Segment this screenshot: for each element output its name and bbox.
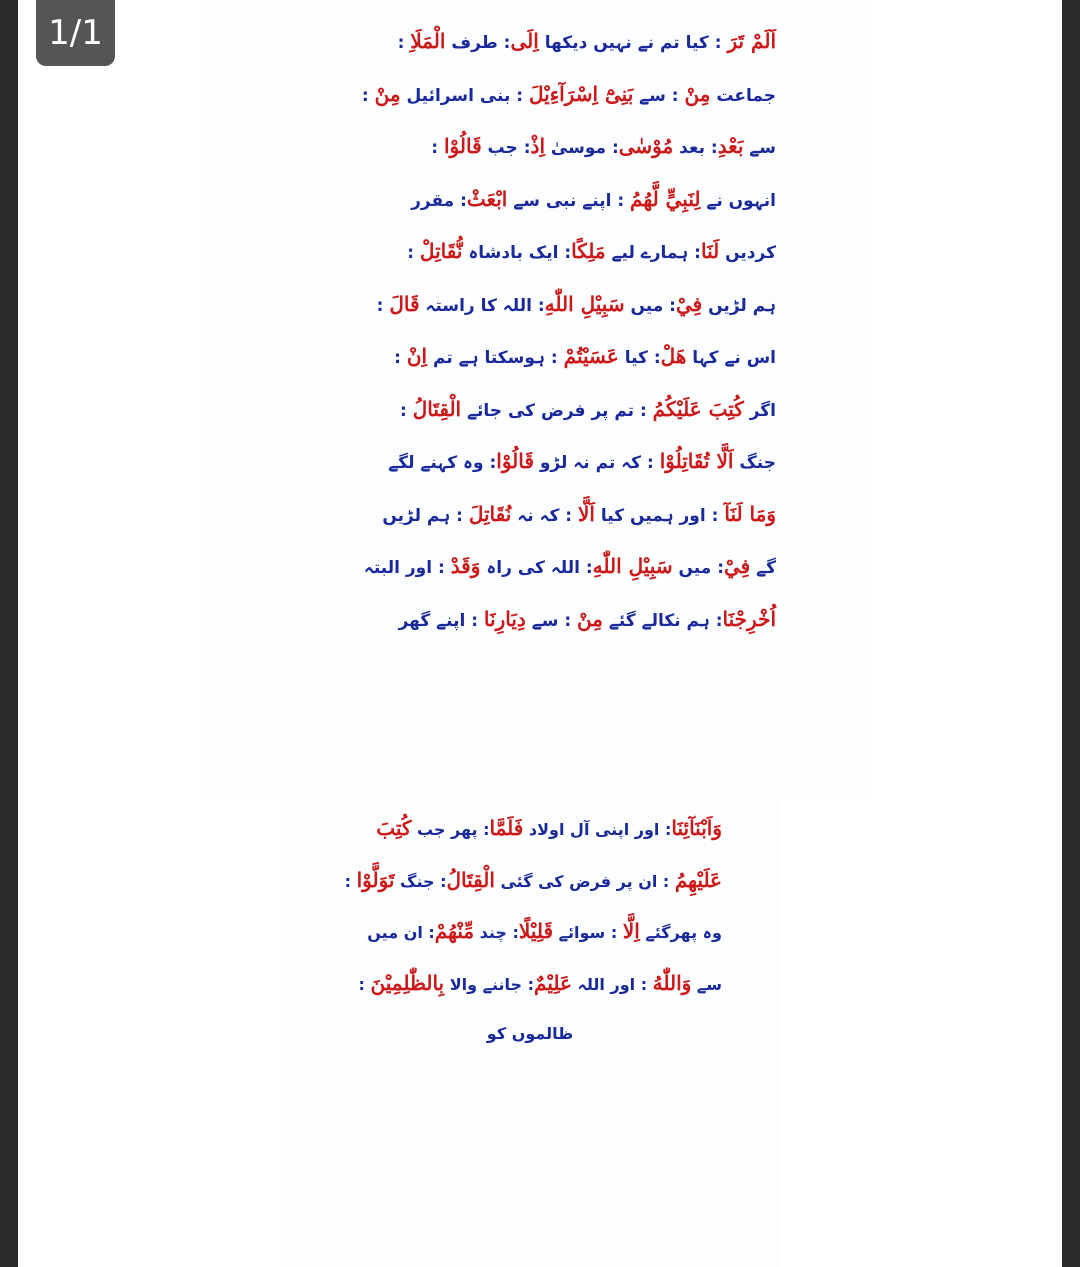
urdu-meaning: : سے (633, 85, 685, 106)
urdu-meaning: : ایک بادشاہ (462, 243, 572, 263)
translation-line (280, 802, 780, 854)
arabic-word: وَاَبْنَآئِنَا (671, 816, 722, 840)
arabic-word: لَنَا (700, 239, 720, 263)
translation-line (200, 488, 870, 540)
translation-line (200, 225, 870, 277)
arabic-word: قَالُوْا (444, 134, 482, 158)
arabic-word: وَاللّٰهُ (652, 970, 692, 995)
urdu-meaning: کردیں (719, 243, 776, 263)
urdu-meaning: : سے (525, 610, 578, 631)
urdu-meaning: : ان پر فرض کی گئی (494, 871, 675, 891)
arabic-word: نُقَاتِلَ (468, 501, 512, 526)
urdu-meaning: : اللہ کا راستہ (419, 295, 545, 316)
arabic-word: اَلَّا (577, 501, 595, 526)
arabic-word: تَوَلَّوْا (356, 867, 395, 892)
arabic-word: اَلَّا تُقَاتِلُوْا (659, 449, 734, 473)
arabic-word: مِّنْهُمْ (434, 919, 475, 943)
urdu-meaning: : جاننے والا (444, 974, 535, 994)
arabic-word: الْقِتَالُ (412, 396, 462, 421)
arabic-word: الْقِتَالُ (446, 867, 495, 892)
right-edge (1062, 0, 1080, 1267)
translation-line (280, 957, 780, 1009)
translation-block-1 (200, 0, 870, 800)
urdu-meaning: سے (743, 138, 776, 158)
arabic-word: اُخْرِجْنَا (722, 606, 776, 631)
arabic-word: الْمَلَاِ (410, 29, 446, 53)
arabic-word: لِنَبِيٍّ لَّهُمُ (630, 186, 701, 211)
translation-line (200, 330, 870, 382)
urdu-meaning: : اور اللہ (571, 974, 653, 994)
urdu-meaning: جنگ (733, 453, 776, 473)
arabic-word: اِلَى (510, 29, 539, 53)
urdu-meaning: : (397, 33, 411, 53)
urdu-meaning: : چند (474, 923, 519, 942)
arabic-word: نُّقَاتِلْ (419, 239, 463, 263)
urdu-meaning: انہوں نے (700, 190, 776, 211)
urdu-meaning: جماعت (710, 85, 776, 106)
urdu-meaning: : پھر جب (411, 820, 490, 839)
arabic-word: فِيْ (724, 554, 751, 578)
urdu-meaning: : وہ کہنے لگے (388, 453, 497, 473)
arabic-word: مِنْ (577, 606, 603, 631)
urdu-meaning: : (361, 85, 375, 106)
translation-line (200, 278, 870, 330)
translation-line (280, 905, 780, 957)
urdu-meaning: : (394, 348, 407, 368)
page-indicator: 1/1 (36, 0, 115, 66)
arabic-word: فَلَمَّا (489, 816, 524, 840)
arabic-word: اِلَّا (622, 919, 640, 943)
arabic-word: قَالُوْا (496, 449, 534, 473)
urdu-meaning: سے (691, 974, 722, 994)
arabic-word: سَبِيْلِ اللّٰهِ (544, 291, 625, 316)
urdu-meaning: وہ پھرگئے (639, 923, 722, 942)
translation-line (200, 383, 870, 435)
arabic-word: مِنْ (374, 81, 401, 106)
urdu-meaning: : اللہ کی راہ (480, 558, 593, 578)
arabic-word: هَلْ (660, 344, 687, 368)
arabic-word: قَلِيْلًا (518, 919, 554, 943)
left-edge (0, 0, 18, 1267)
urdu-meaning: : کیا تم نے نہیں دیکھا (538, 33, 728, 53)
urdu-meaning: : کہ نہ (511, 505, 578, 526)
translation-line (200, 540, 870, 592)
urdu-meaning: : جنگ (394, 871, 447, 891)
urdu-meaning: : کہ تم نہ لڑو (533, 453, 660, 473)
arabic-word: مُوْسٰى (618, 134, 674, 158)
translation-block-2 (280, 800, 780, 1267)
urdu-meaning: : اپنے گھر (398, 610, 484, 631)
urdu-meaning: گے (750, 558, 776, 578)
arabic-word: بَعْدِ (717, 134, 744, 158)
urdu-meaning: : موسیٰ (545, 138, 619, 158)
translation-line (280, 854, 780, 906)
urdu-meaning: : ان میں (367, 923, 435, 942)
urdu-meaning: : (358, 974, 371, 994)
translation-line (200, 68, 870, 120)
arabic-word: عَسَيْتُمْ (563, 344, 619, 368)
urdu-meaning: : اور البتہ (363, 558, 451, 578)
arabic-word: بِالظّٰلِمِيْنَ (370, 970, 445, 995)
urdu-meaning: : بنی اسرائیل (400, 85, 529, 106)
urdu-meaning: : (431, 138, 444, 158)
urdu-meaning: : سوائے (553, 923, 623, 942)
arabic-word: اَلَمْ تَرَ (727, 29, 776, 53)
arabic-word: مِنْ (684, 81, 711, 106)
urdu-meaning: اگر (743, 400, 776, 421)
urdu-meaning: : میں (624, 295, 676, 316)
arabic-word: مَلِكًا (571, 239, 606, 263)
arabic-word: عَلِيْمٌ (534, 970, 572, 995)
urdu-meaning: : (376, 295, 390, 316)
arabic-word: وَقَدْ (450, 554, 481, 578)
translation-line (200, 173, 870, 225)
urdu-meaning: ظالموں کو (486, 1024, 574, 1043)
urdu-meaning: : ہم نکالے گئے (602, 610, 723, 631)
urdu-meaning: : اپنے نبی سے (507, 190, 631, 211)
urdu-meaning: : ہم لڑیں (382, 505, 469, 526)
translation-line (200, 593, 870, 645)
urdu-meaning: : (344, 871, 357, 891)
arabic-word: بَنِیْٓ اِسْرَآءِيْلَ (529, 81, 634, 106)
arabic-word: اِنْ (406, 344, 428, 368)
urdu-meaning: : اور اپنی آل اولاد (523, 820, 672, 839)
arabic-word: كُتِبَ (376, 816, 412, 840)
arabic-word: سَبِيْلِ اللّٰهِ (592, 554, 673, 578)
urdu-meaning: : کیا (618, 348, 661, 368)
arabic-word: ابْعَثْ (466, 186, 508, 211)
urdu-meaning: : اور ہمیں کیا (594, 505, 725, 526)
urdu-meaning: : میں (672, 558, 724, 578)
translation-line (200, 120, 870, 172)
arabic-word: عَلَيْهِمُ (674, 867, 722, 892)
urdu-meaning: : ہمارے لیے (605, 243, 701, 263)
urdu-meaning: : (407, 243, 420, 263)
arabic-word: وَمَا لَنَآ (724, 501, 776, 526)
urdu-meaning: ہم لڑیں (702, 295, 776, 316)
translation-line (280, 1008, 780, 1060)
urdu-meaning: : تم پر فرض کی جائے (461, 400, 653, 421)
arabic-word: كُتِبَ عَلَيْكُمُ (652, 396, 744, 421)
urdu-meaning: : جب (481, 138, 531, 158)
urdu-meaning: : ہوسکتا ہے تم (427, 348, 564, 368)
arabic-word: اِذْ (530, 134, 545, 158)
translation-line (200, 15, 870, 67)
arabic-word: دِيَارِنَا (483, 606, 526, 631)
arabic-word: قَالَ (389, 291, 420, 316)
translation-line (200, 435, 870, 487)
urdu-meaning: : بعد (673, 138, 718, 158)
arabic-word: فِيْ (675, 291, 703, 316)
urdu-meaning: اس نے کہا (686, 348, 776, 368)
urdu-meaning: : طرف (445, 33, 511, 53)
urdu-meaning: : (399, 400, 413, 421)
urdu-meaning: : مقرر (411, 190, 467, 211)
